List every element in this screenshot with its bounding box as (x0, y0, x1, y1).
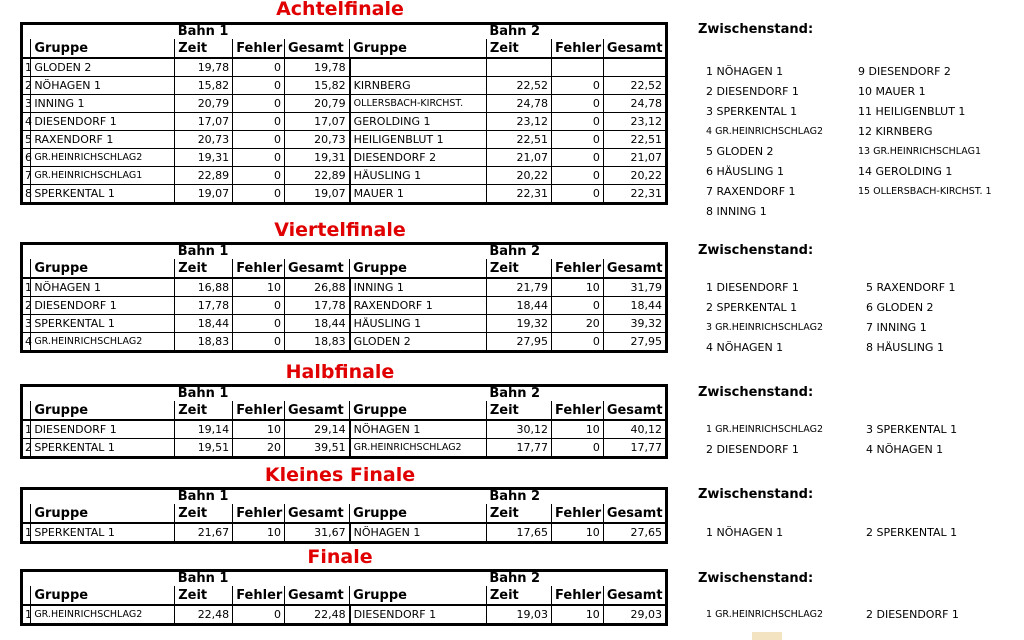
row-number: 1 (22, 278, 31, 297)
team-1: GR.HEINRICHSCHLAG2 (31, 149, 175, 167)
table-row (22, 315, 667, 333)
team-1: SPERKENTAL 1 (31, 315, 175, 333)
row-number: 5 (22, 131, 31, 149)
standing-item: 3 GR.HEINRICHSCHLAG2 (706, 322, 823, 333)
row-number: 1 (22, 58, 31, 77)
time-1: 19,07 (175, 185, 233, 204)
table-row (22, 523, 667, 543)
lane-1-label: Bahn 1 (177, 24, 229, 39)
time-1: 16,88 (175, 278, 233, 297)
col-zeit-2: Zeit (486, 586, 551, 605)
lane-1-label: Bahn 1 (177, 489, 229, 504)
standing-item: 4 GR.HEINRICHSCHLAG2 (706, 126, 823, 137)
team-2: DIESENDORF 2 (350, 149, 487, 167)
standings-title: Zwischenstand: (698, 243, 814, 258)
table-row (22, 278, 667, 297)
col-zeit-1: Zeit (175, 401, 233, 420)
time-2: 21,79 (486, 278, 551, 297)
standings-list-left (706, 420, 823, 460)
row-number: 1 (22, 523, 31, 543)
col-gruppe-1: Gruppe (31, 259, 175, 278)
standings-title: Zwischenstand: (698, 571, 814, 586)
col-gesamt-1: Gesamt (284, 259, 349, 278)
total-1: 26,88 (284, 278, 349, 297)
column-header-row (22, 259, 667, 278)
standing-item: 4 NÖHAGEN 1 (706, 341, 784, 354)
table-row (22, 58, 667, 77)
col-gruppe-2: Gruppe (350, 586, 487, 605)
col-zeit-1: Zeit (175, 504, 233, 523)
total-2: 20,22 (603, 167, 666, 185)
total-1: 29,14 (284, 420, 349, 439)
team-1: GR.HEINRICHSCHLAG2 (31, 605, 175, 625)
team-1: NÖHAGEN 1 (31, 278, 175, 297)
col-zeit-1: Zeit (175, 39, 233, 58)
row-number: 7 (22, 167, 31, 185)
table-row (22, 131, 667, 149)
standings-list-right (866, 605, 959, 625)
faults-1: 0 (233, 77, 285, 95)
time-1: 19,14 (175, 420, 233, 439)
col-fehler-2: Fehler (552, 504, 604, 523)
standings-list-right (858, 62, 992, 202)
standing-item: 7 INNING 1 (866, 321, 927, 334)
standing-item: 5 RAXENDORF 1 (866, 281, 956, 294)
lane-2-label: Bahn 2 (489, 244, 541, 259)
team-1: SPERKENTAL 1 (31, 523, 175, 543)
column-header-row (22, 401, 667, 420)
time-1: 22,89 (175, 167, 233, 185)
standing-item: 13 GR.HEINRICHSCHLAG1 (858, 146, 982, 157)
time-2: 17,77 (486, 439, 551, 458)
standing-item: 2 DIESENDORF 1 (706, 85, 799, 98)
time-2: 21,07 (486, 149, 551, 167)
col-gesamt-2: Gesamt (603, 259, 666, 278)
faults-2: 0 (552, 149, 604, 167)
team-1: INNING 1 (31, 95, 175, 113)
col-fehler-2: Fehler (552, 586, 604, 605)
standing-item: 1 NÖHAGEN 1 (706, 526, 784, 539)
faults-1: 0 (233, 58, 285, 77)
team-1: SPERKENTAL 1 (31, 439, 175, 458)
time-1: 20,73 (175, 131, 233, 149)
team-2: NÖHAGEN 1 (350, 523, 487, 543)
standing-item: 3 SPERKENTAL 1 (706, 105, 798, 118)
faults-2: 0 (552, 439, 604, 458)
col-fehler-1: Fehler (233, 401, 285, 420)
row-number: 8 (22, 185, 31, 204)
lane-2-label: Bahn 2 (489, 24, 541, 39)
col-zeit-2: Zeit (486, 504, 551, 523)
total-2: 27,65 (603, 523, 666, 543)
faults-1: 10 (233, 420, 285, 439)
lane-header-row (22, 489, 667, 505)
total-1: 20,73 (284, 131, 349, 149)
row-number: 1 (22, 420, 31, 439)
time-2: 18,44 (486, 297, 551, 315)
standing-item: 6 HÄUSLING 1 (706, 165, 784, 178)
row-number: 3 (22, 95, 31, 113)
faults-1: 10 (233, 523, 285, 543)
standings-list-left (706, 278, 823, 358)
time-2: 23,12 (486, 113, 551, 131)
results-table (20, 487, 668, 544)
total-2 (603, 58, 666, 77)
standing-item: 5 GLODEN 2 (706, 145, 774, 158)
standing-item: 2 DIESENDORF 1 (866, 608, 959, 621)
standing-item: 9 DIESENDORF 2 (858, 65, 951, 78)
team-2: OLLERSBACH-KIRCHST. (350, 95, 487, 113)
total-2: 40,12 (603, 420, 666, 439)
faults-2: 0 (552, 95, 604, 113)
total-2: 21,07 (603, 149, 666, 167)
team-1: GLODEN 2 (31, 58, 175, 77)
total-1: 18,44 (284, 315, 349, 333)
total-1: 22,89 (284, 167, 349, 185)
total-1: 19,07 (284, 185, 349, 204)
time-1: 19,78 (175, 58, 233, 77)
team-2: NÖHAGEN 1 (350, 420, 487, 439)
row-number: 2 (22, 439, 31, 458)
col-fehler-2: Fehler (552, 259, 604, 278)
row-number: 3 (22, 315, 31, 333)
lane-2-label: Bahn 2 (489, 386, 541, 401)
table-row (22, 420, 667, 439)
col-fehler-1: Fehler (233, 259, 285, 278)
standing-item: 8 INNING 1 (706, 205, 767, 218)
results-table (20, 22, 668, 205)
time-1: 18,83 (175, 333, 233, 352)
col-gruppe-1: Gruppe (31, 586, 175, 605)
standing-item: 4 NÖHAGEN 1 (866, 443, 944, 456)
standing-item: 6 GLODEN 2 (866, 301, 934, 314)
time-1: 21,67 (175, 523, 233, 543)
total-2: 39,32 (603, 315, 666, 333)
faults-1: 0 (233, 185, 285, 204)
col-gruppe-2: Gruppe (350, 259, 487, 278)
row-number: 6 (22, 149, 31, 167)
total-1: 18,83 (284, 333, 349, 352)
standing-item: 14 GEROLDING 1 (858, 165, 953, 178)
team-2: DIESENDORF 1 (350, 605, 487, 625)
row-number: 4 (22, 113, 31, 131)
standing-item: 2 DIESENDORF 1 (706, 443, 799, 456)
total-1: 19,78 (284, 58, 349, 77)
time-2: 24,78 (486, 95, 551, 113)
standings-list-left (706, 605, 823, 625)
table-row (22, 605, 667, 625)
column-header-row (22, 586, 667, 605)
faults-1: 10 (233, 278, 285, 297)
results-table (20, 384, 668, 459)
total-2: 17,77 (603, 439, 666, 458)
total-2: 18,44 (603, 297, 666, 315)
total-1: 19,31 (284, 149, 349, 167)
standing-item: 3 SPERKENTAL 1 (866, 423, 958, 436)
time-2: 27,95 (486, 333, 551, 352)
col-gruppe-2: Gruppe (350, 39, 487, 58)
col-gesamt-1: Gesamt (284, 39, 349, 58)
lane-2-label: Bahn 2 (489, 489, 541, 504)
round-title-kleines-finale: Kleines Finale (264, 464, 416, 486)
table-row (22, 185, 667, 204)
col-gesamt-1: Gesamt (284, 504, 349, 523)
team-2: KIRNBERG (350, 77, 487, 95)
total-2: 27,95 (603, 333, 666, 352)
total-1: 22,48 (284, 605, 349, 625)
col-gruppe-1: Gruppe (31, 504, 175, 523)
team-2: HÄUSLING 1 (350, 315, 487, 333)
col-gruppe-2: Gruppe (350, 401, 487, 420)
total-2: 22,51 (603, 131, 666, 149)
time-1: 17,07 (175, 113, 233, 131)
faults-1: 0 (233, 95, 285, 113)
faults-2: 0 (552, 167, 604, 185)
table-row (22, 113, 667, 131)
faults-1: 0 (233, 315, 285, 333)
faults-2: 0 (552, 77, 604, 95)
total-2: 29,03 (603, 605, 666, 625)
column-header-row (22, 504, 667, 523)
row-number: 2 (22, 77, 31, 95)
time-1: 19,51 (175, 439, 233, 458)
col-fehler-2: Fehler (552, 39, 604, 58)
faults-1: 0 (233, 149, 285, 167)
team-1: RAXENDORF 1 (31, 131, 175, 149)
standing-item: 1 DIESENDORF 1 (706, 281, 799, 294)
lane-header-row (22, 244, 667, 260)
team-2: GLODEN 2 (350, 333, 487, 352)
col-gesamt-2: Gesamt (603, 586, 666, 605)
standing-item: 2 SPERKENTAL 1 (706, 301, 798, 314)
faults-2: 10 (552, 523, 604, 543)
standing-item: 1 GR.HEINRICHSCHLAG2 (706, 424, 823, 435)
standings-list-right (866, 523, 957, 543)
col-gesamt-2: Gesamt (603, 401, 666, 420)
team-1: GR.HEINRICHSCHLAG1 (31, 167, 175, 185)
standings-list-left (706, 62, 823, 222)
time-1: 18,44 (175, 315, 233, 333)
team-2: GR.HEINRICHSCHLAG2 (350, 439, 487, 458)
team-1: NÖHAGEN 1 (31, 77, 175, 95)
total-2: 22,31 (603, 185, 666, 204)
col-zeit-1: Zeit (175, 586, 233, 605)
round-title-finale: Finale (307, 546, 373, 568)
standing-item: 8 HÄUSLING 1 (866, 341, 944, 354)
team-2: HEILIGENBLUT 1 (350, 131, 487, 149)
time-2: 22,31 (486, 185, 551, 204)
faults-2: 0 (552, 113, 604, 131)
standings-title: Zwischenstand: (698, 22, 814, 37)
time-1: 22,48 (175, 605, 233, 625)
faults-1: 0 (233, 605, 285, 625)
time-1: 19,31 (175, 149, 233, 167)
team-2 (350, 58, 487, 77)
faults-2: 20 (552, 315, 604, 333)
col-gruppe-1: Gruppe (31, 401, 175, 420)
standings-list-left (706, 523, 783, 543)
lane-1-label: Bahn 1 (177, 386, 229, 401)
team-1: SPERKENTAL 1 (31, 185, 175, 204)
total-1: 15,82 (284, 77, 349, 95)
faults-1: 0 (233, 167, 285, 185)
standing-item: 12 KIRNBERG (858, 125, 933, 138)
lane-header-row (22, 386, 667, 402)
total-2: 23,12 (603, 113, 666, 131)
faults-1: 0 (233, 297, 285, 315)
team-2: RAXENDORF 1 (350, 297, 487, 315)
col-gesamt-2: Gesamt (603, 504, 666, 523)
faults-2: 0 (552, 333, 604, 352)
standings-title: Zwischenstand: (698, 487, 814, 502)
faults-1: 0 (233, 113, 285, 131)
team-2: GEROLDING 1 (350, 113, 487, 131)
round-title-achtelfinale: Achtelfinale (276, 0, 404, 20)
team-1: GR.HEINRICHSCHLAG2 (31, 333, 175, 352)
time-2: 19,03 (486, 605, 551, 625)
team-2: INNING 1 (350, 278, 487, 297)
table-row (22, 77, 667, 95)
table-row (22, 439, 667, 458)
lane-2-label: Bahn 2 (489, 571, 541, 586)
standing-item: 15 OLLERSBACH-KIRCHST. 1 (858, 186, 992, 197)
page-corner-mark (752, 632, 782, 640)
total-1: 39,51 (284, 439, 349, 458)
standing-item: 2 SPERKENTAL 1 (866, 526, 958, 539)
faults-2 (552, 58, 604, 77)
col-gruppe-2: Gruppe (350, 504, 487, 523)
results-table (20, 242, 668, 353)
lane-1-label: Bahn 1 (177, 571, 229, 586)
col-zeit-2: Zeit (486, 401, 551, 420)
col-gesamt-1: Gesamt (284, 586, 349, 605)
faults-1: 20 (233, 439, 285, 458)
time-2: 22,52 (486, 77, 551, 95)
faults-1: 0 (233, 333, 285, 352)
col-gruppe-1: Gruppe (31, 39, 175, 58)
team-1: DIESENDORF 1 (31, 113, 175, 131)
col-zeit-2: Zeit (486, 259, 551, 278)
standings-list-right (866, 278, 956, 358)
standings-list-right (866, 420, 957, 460)
standing-item: 7 RAXENDORF 1 (706, 185, 796, 198)
time-2: 20,22 (486, 167, 551, 185)
lane-header-row (22, 24, 667, 40)
col-zeit-1: Zeit (175, 259, 233, 278)
lane-1-label: Bahn 1 (177, 244, 229, 259)
table-row (22, 297, 667, 315)
time-2: 19,32 (486, 315, 551, 333)
row-number: 4 (22, 333, 31, 352)
table-row (22, 167, 667, 185)
col-fehler-1: Fehler (233, 586, 285, 605)
time-2: 30,12 (486, 420, 551, 439)
time-1: 20,79 (175, 95, 233, 113)
col-zeit-2: Zeit (486, 39, 551, 58)
standing-item: 11 HEILIGENBLUT 1 (858, 105, 966, 118)
faults-2: 0 (552, 131, 604, 149)
time-1: 15,82 (175, 77, 233, 95)
table-row (22, 95, 667, 113)
team-1: DIESENDORF 1 (31, 420, 175, 439)
row-number: 2 (22, 297, 31, 315)
faults-2: 10 (552, 605, 604, 625)
faults-2: 10 (552, 278, 604, 297)
standings-title: Zwischenstand: (698, 385, 814, 400)
standing-item: 1 NÖHAGEN 1 (706, 65, 784, 78)
total-1: 20,79 (284, 95, 349, 113)
total-2: 31,79 (603, 278, 666, 297)
column-header-row (22, 39, 667, 58)
faults-2: 0 (552, 185, 604, 204)
round-title-viertelfinale: Viertelfinale (274, 219, 406, 241)
faults-2: 10 (552, 420, 604, 439)
col-gesamt-1: Gesamt (284, 401, 349, 420)
col-gesamt-2: Gesamt (603, 39, 666, 58)
total-2: 22,52 (603, 77, 666, 95)
round-title-halbfinale: Halbfinale (285, 361, 395, 383)
row-number: 1 (22, 605, 31, 625)
team-2: HÄUSLING 1 (350, 167, 487, 185)
team-2: MAUER 1 (350, 185, 487, 204)
col-fehler-1: Fehler (233, 504, 285, 523)
team-1: DIESENDORF 1 (31, 297, 175, 315)
time-2: 17,65 (486, 523, 551, 543)
time-2 (486, 58, 551, 77)
table-row (22, 149, 667, 167)
total-1: 17,07 (284, 113, 349, 131)
col-fehler-1: Fehler (233, 39, 285, 58)
results-table (20, 569, 668, 626)
time-1: 17,78 (175, 297, 233, 315)
time-2: 22,51 (486, 131, 551, 149)
total-1: 17,78 (284, 297, 349, 315)
col-fehler-2: Fehler (552, 401, 604, 420)
faults-1: 0 (233, 131, 285, 149)
total-1: 31,67 (284, 523, 349, 543)
table-row (22, 333, 667, 352)
faults-2: 0 (552, 297, 604, 315)
standing-item: 1 GR.HEINRICHSCHLAG2 (706, 609, 823, 620)
standing-item: 10 MAUER 1 (858, 85, 926, 98)
total-2: 24,78 (603, 95, 666, 113)
lane-header-row (22, 571, 667, 587)
